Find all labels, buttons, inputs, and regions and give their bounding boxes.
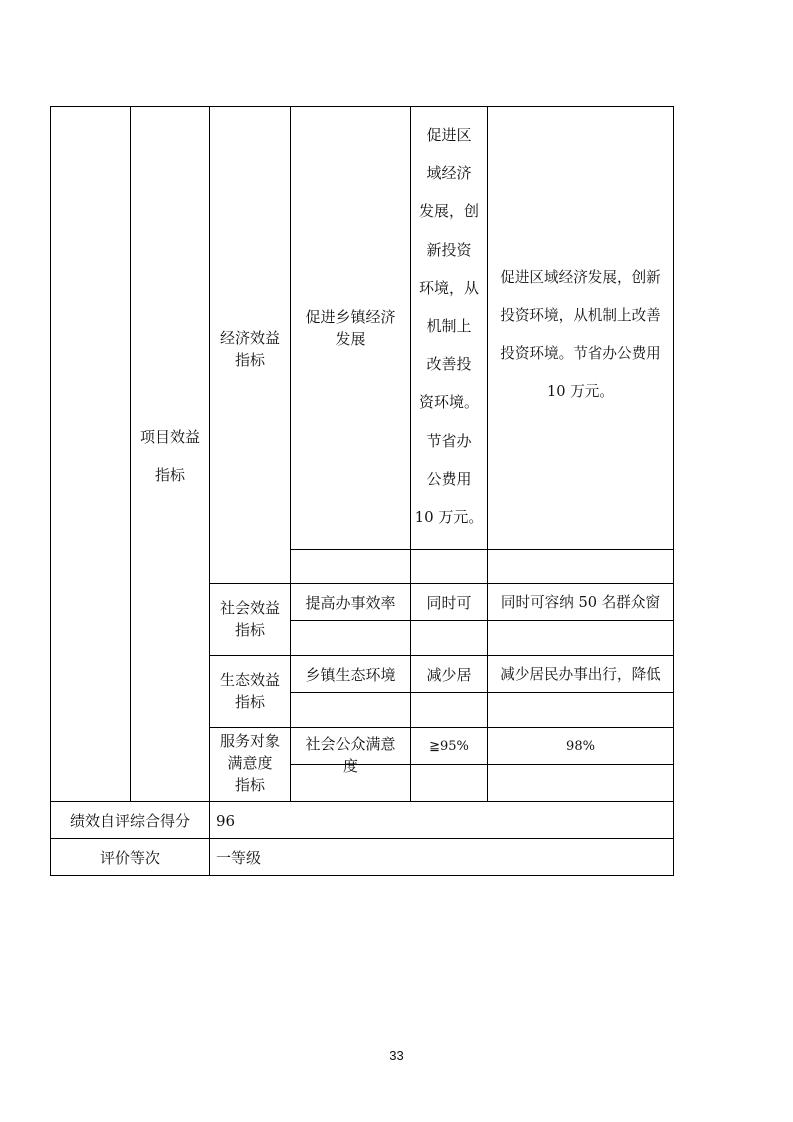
satisfaction-indicator: 社会公众满意 度 <box>305 735 396 775</box>
economic-target: 促进区 域经济 发展，创 新投资 环境，从 机制上 改善投 资环境。 节省办 公费用 10 万元。 <box>414 126 484 527</box>
social-indicator: 提高办事效率 <box>305 594 396 612</box>
table-border-bottom <box>50 875 674 876</box>
ecological-target: 减少居 <box>426 666 472 684</box>
category-project-benefit: 项目效益 指标 <box>139 428 200 484</box>
table-grid-line <box>290 106 291 801</box>
social-target: 同时可 <box>426 594 472 612</box>
grade-value: 一等级 <box>216 849 262 867</box>
satisfaction-label: 服务对象 满意度 指标 <box>219 732 280 794</box>
table-grid-line <box>290 692 674 693</box>
table-border-left <box>50 106 51 876</box>
economic-actual: 促进区域经济发展，创新 投资环境，从机制上改善 投资环境。节省办公费用 10 万元。 <box>500 269 661 400</box>
satisfaction-target: ≧95% <box>429 739 469 754</box>
table-border-right <box>673 106 674 876</box>
social-benefit-label: 社会效益 指标 <box>219 599 280 639</box>
table-grid-line <box>209 727 674 728</box>
table-grid-line <box>50 801 674 802</box>
score-label: 绩效自评综合得分 <box>69 812 190 830</box>
ecological-indicator: 乡镇生态环境 <box>305 666 396 684</box>
table-grid-line <box>209 655 674 656</box>
economic-indicator: 促进乡镇经济 发展 <box>305 308 396 348</box>
table-grid-line <box>290 620 674 621</box>
table-border-top <box>50 106 674 107</box>
table-grid-line <box>209 583 674 584</box>
economic-benefit-label: 经济效益 指标 <box>219 329 280 369</box>
satisfaction-actual: 98% <box>566 739 595 754</box>
table-grid-line <box>290 549 674 550</box>
table-grid-line <box>487 106 488 801</box>
social-actual: 同时可容纳 50 名群众窗 <box>500 594 661 611</box>
table-grid-line <box>50 838 674 839</box>
ecological-actual: 减少居民办事出行，降低 <box>500 666 661 683</box>
ecological-benefit-label: 生态效益 指标 <box>219 671 280 711</box>
page-number: 33 <box>389 1048 404 1063</box>
grade-label: 评价等次 <box>99 849 160 867</box>
score-value: 96 <box>216 812 236 830</box>
